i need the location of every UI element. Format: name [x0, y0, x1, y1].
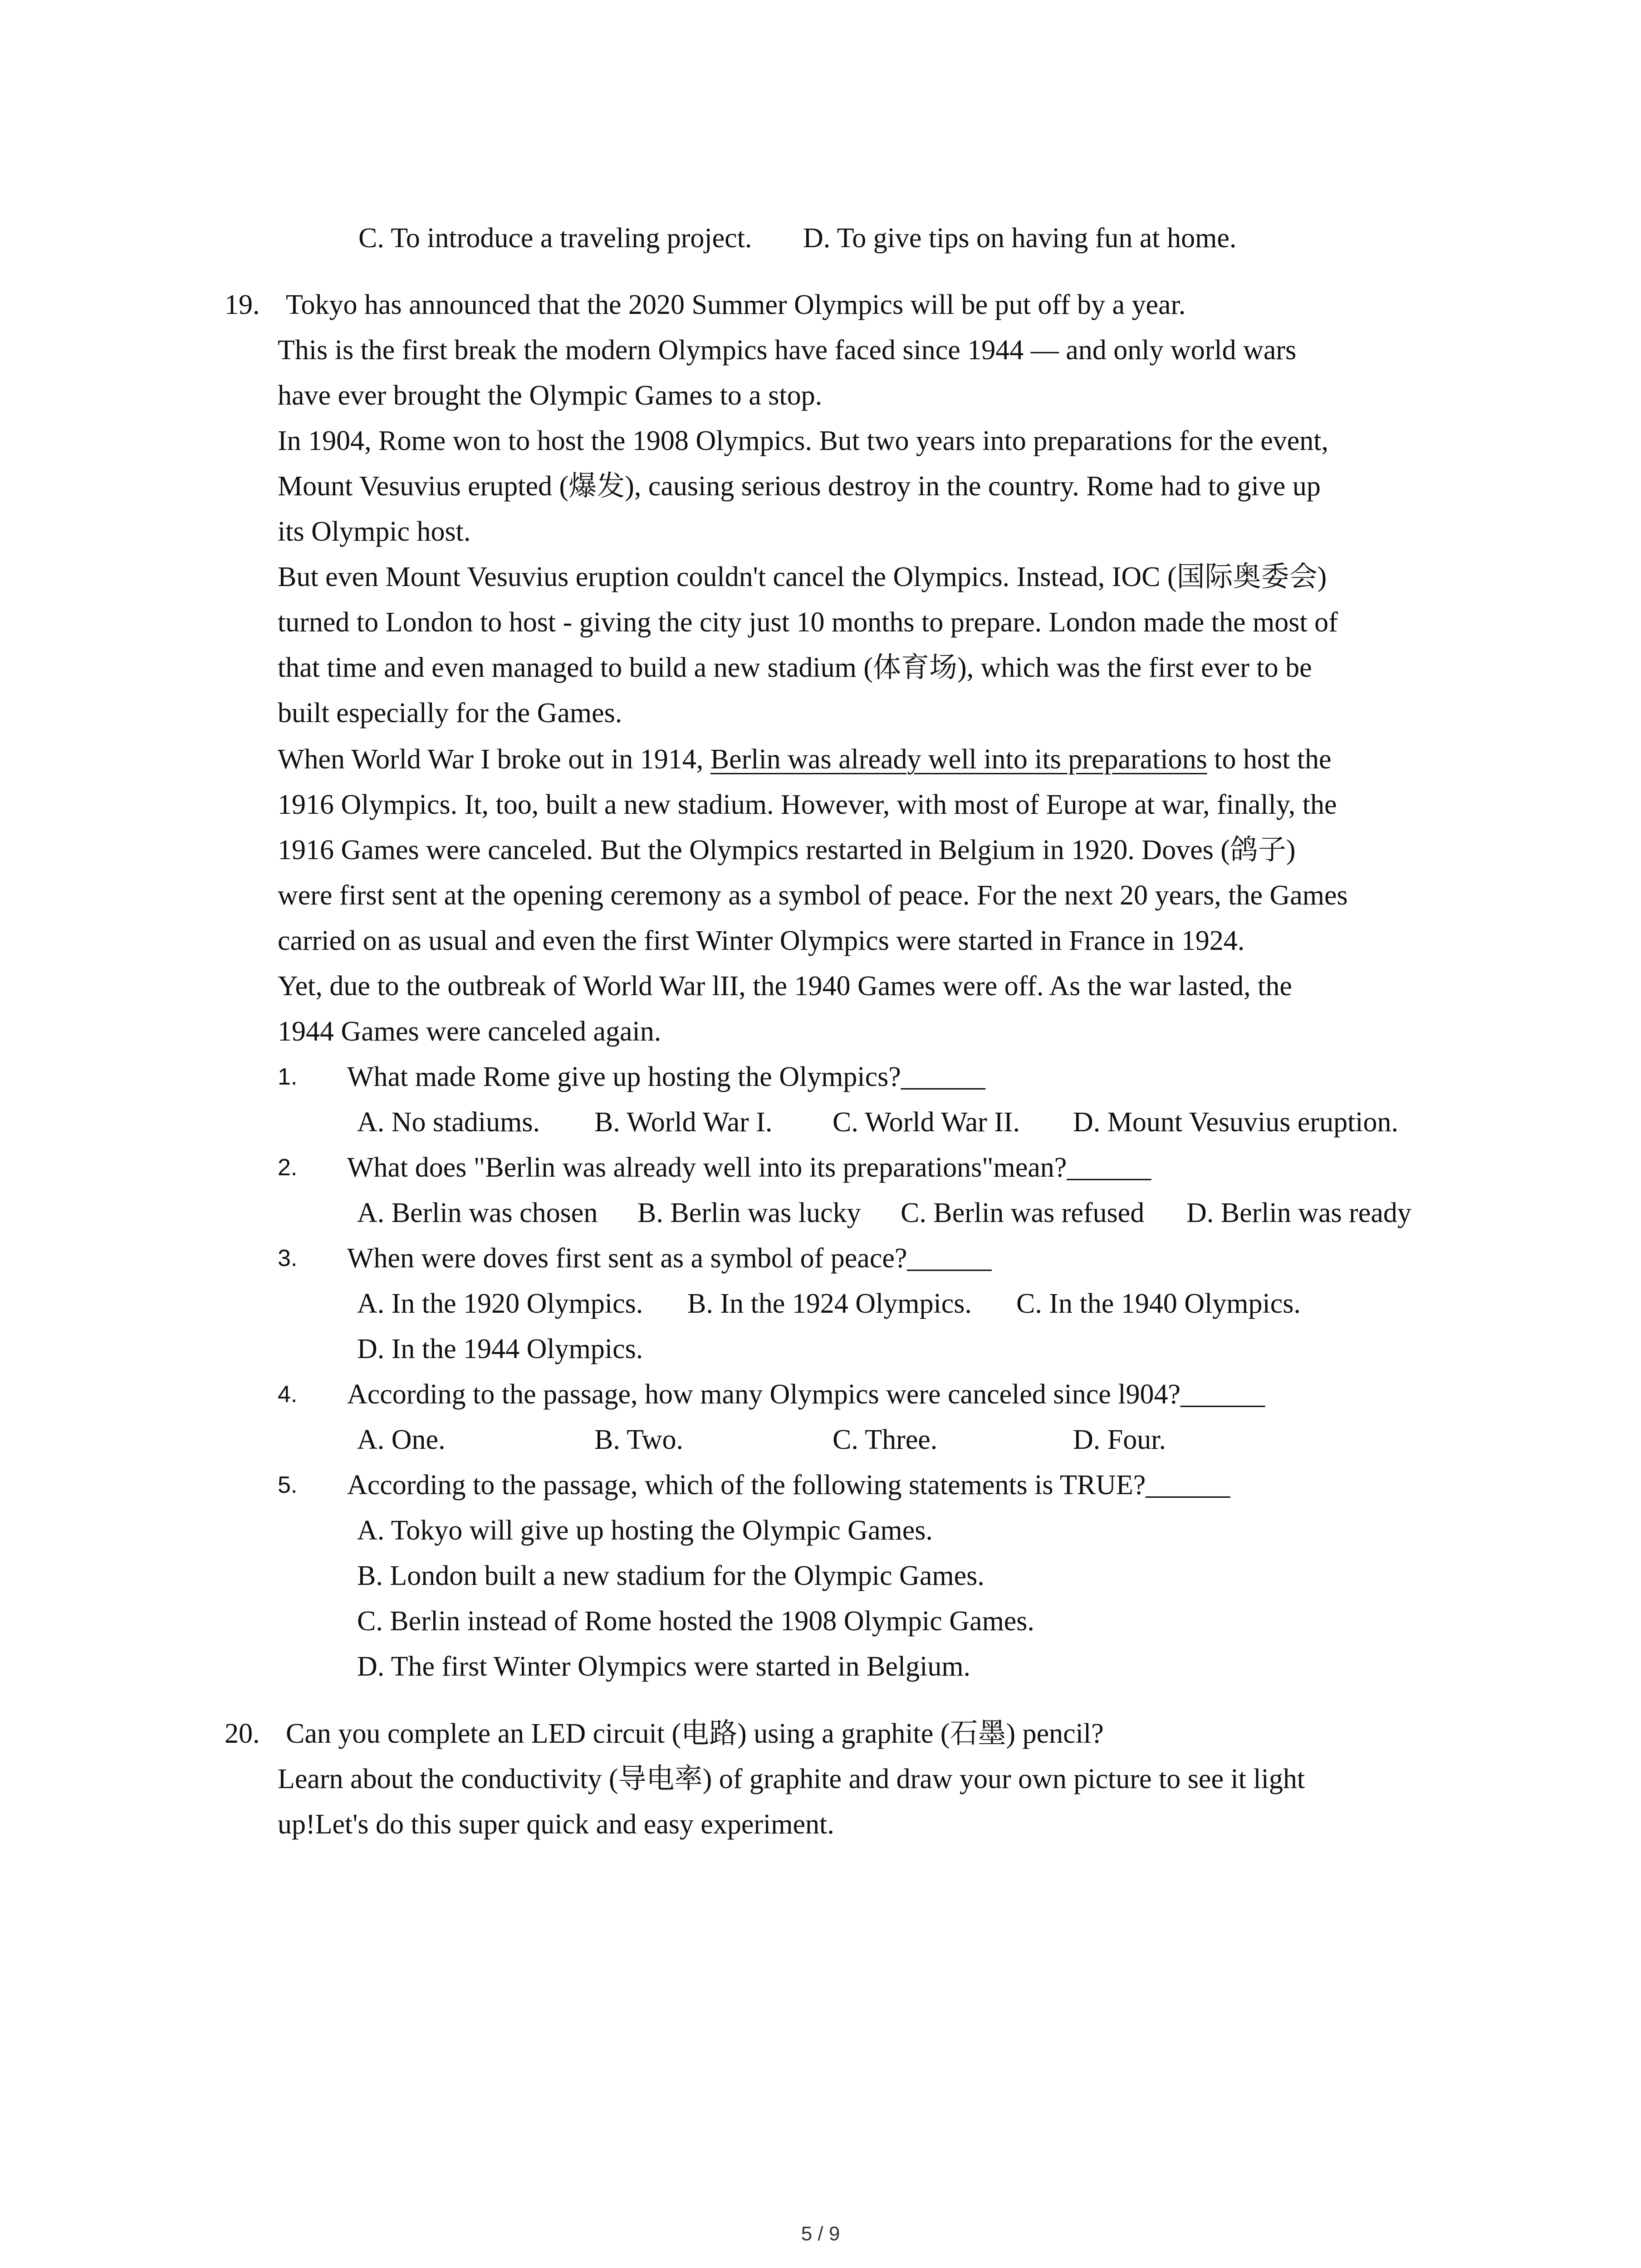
passage-line: its Olympic host. — [278, 516, 471, 547]
option-c: C. World War II. — [833, 1107, 1020, 1138]
passage-line: 1944 Games were canceled again. — [278, 1016, 661, 1047]
passage-line: Mount Vesuvius erupted (爆发), causing serious destroy in the country. Rome had to give up — [278, 471, 1321, 502]
passage-line: turned to London to host - giving the city just 10 months to prepare. London made the most of — [278, 607, 1338, 638]
passage-line: In 1904, Rome won to host the 1908 Olympics. But two years into preparations for the event, — [278, 425, 1329, 456]
passage-line: Learn about the conductivity (导电率) of graphite and draw your own picture to see it light — [278, 1764, 1305, 1794]
option-a: A. Tokyo will give up hosting the Olympic Games. — [357, 1515, 933, 1546]
passage-line: carried on as usual and even the first Winter Olympics were started in France in 1924. — [278, 925, 1245, 956]
passage-line: 1916 Games were canceled. But the Olympics restarted in Belgium in 1920. Doves (鸽子) — [278, 835, 1296, 865]
subquestion-2-number: 2. — [278, 1154, 298, 1181]
subquestion-1-number: 1. — [278, 1064, 298, 1090]
subquestion-3-text: When were doves first sent as a symbol of peace?______ — [347, 1243, 992, 1274]
question-20-number: 20. — [225, 1718, 260, 1749]
option-a: A. No stadiums. — [357, 1107, 540, 1138]
subquestion-4-number: 4. — [278, 1381, 298, 1408]
berlin-before: When World War I broke out in 1914, — [278, 744, 710, 775]
subquestion-3-number: 3. — [278, 1245, 298, 1271]
option-a: A. In the 1920 Olympics. — [357, 1288, 643, 1319]
option-b: B. London built a new stadium for the Olympic Games. — [357, 1560, 985, 1591]
passage-line: that time and even managed to build a new stadium (体育场), which was the first ever to be — [278, 652, 1312, 683]
subquestion-1-text: What made Rome give up hosting the Olympics?______ — [347, 1061, 985, 1092]
subquestion-5-text: According to the passage, which of the following statements is TRUE?______ — [347, 1470, 1230, 1501]
passage-line: were first sent at the opening ceremony as a symbol of peace. For the next 20 years, the Games — [278, 880, 1348, 911]
page-number: 5 / 9 — [801, 2223, 840, 2245]
option-c: C. In the 1940 Olympics. — [1016, 1288, 1301, 1319]
option-d: D. Mount Vesuvius eruption. — [1073, 1107, 1399, 1138]
passage-line: have ever brought the Olympic Games to a stop. — [278, 380, 823, 411]
passage-line-berlin — [278, 741, 1332, 777]
prev-option-c: C. To introduce a traveling project. — [358, 223, 752, 254]
option-d: D. The first Winter Olympics were started in Belgium. — [357, 1651, 971, 1682]
passage-line: But even Mount Vesuvius eruption couldn't cancel the Olympics. Instead, IOC (国际奥委会) — [278, 562, 1327, 592]
question-19-title: Tokyo has announced that the 2020 Summer Olympics will be put off by a year. — [286, 289, 1186, 320]
option-b: B. World War I. — [594, 1107, 773, 1138]
option-b: B. Berlin was lucky — [637, 1198, 861, 1228]
passage-line: This is the first break the modern Olympics have faced since 1944 — and only world wars — [278, 335, 1297, 366]
passage-line: built especially for the Games. — [278, 698, 622, 728]
passage-line: 1916 Olympics. It, too, built a new stadium. However, with most of Europe at war, finally, the — [278, 789, 1337, 820]
option-d: D. Berlin was ready — [1186, 1198, 1411, 1228]
subquestion-2-text: What does "Berlin was already well into its preparations"mean?______ — [347, 1152, 1151, 1183]
option-a: A. Berlin was chosen — [357, 1198, 598, 1228]
passage-line: up!Let's do this super quick and easy experiment. — [278, 1809, 834, 1840]
question-20-title: Can you complete an LED circuit (电路) using a graphite (石墨) pencil? — [286, 1718, 1104, 1749]
option-b: B. In the 1924 Olympics. — [687, 1288, 972, 1319]
subquestion-4-text: According to the passage, how many Olympics were canceled since l904?______ — [347, 1379, 1265, 1410]
question-19-number: 19. — [225, 289, 260, 320]
option-b: B. Two. — [594, 1424, 684, 1455]
option-d: D. Four. — [1073, 1424, 1166, 1455]
option-a: A. One. — [357, 1424, 446, 1455]
option-d: D. In the 1944 Olympics. — [357, 1334, 643, 1364]
berlin-after: to host the — [1207, 744, 1332, 775]
option-c: C. Berlin instead of Rome hosted the 1908 Olympic Games. — [357, 1606, 1034, 1637]
passage-line: Yet, due to the outbreak of World War lII, the 1940 Games were off. As the war lasted, the — [278, 971, 1292, 1002]
prev-option-d: D. To give tips on having fun at home. — [803, 223, 1237, 254]
subquestion-5-number: 5. — [278, 1472, 298, 1498]
option-c: C. Berlin was refused — [901, 1198, 1145, 1228]
option-c: C. Three. — [833, 1424, 938, 1455]
underlined-phrase: Berlin was already well into its preparations — [710, 744, 1207, 775]
